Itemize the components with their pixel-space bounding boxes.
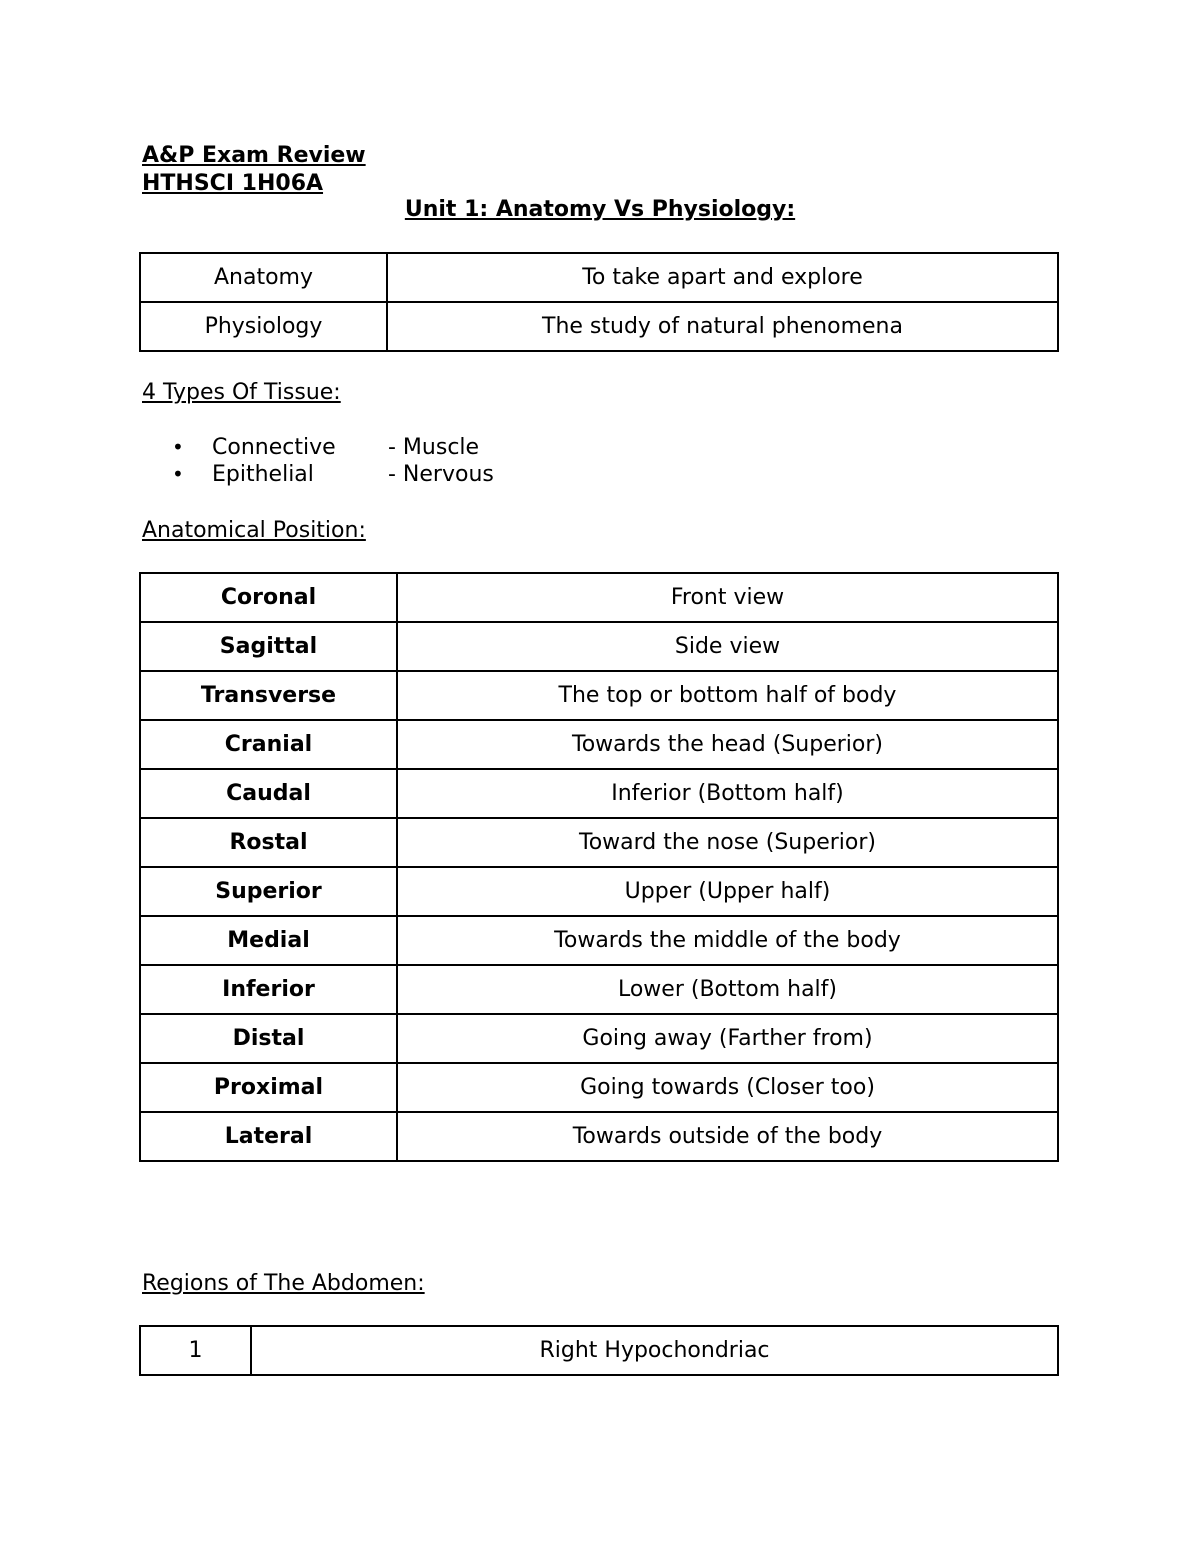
anatomical-position-heading: Anatomical Position:	[142, 518, 366, 543]
tissue-type-left: Connective	[212, 435, 336, 460]
term-cell: Distal	[140, 1014, 397, 1063]
term-cell: Inferior	[140, 965, 397, 1014]
unit-heading: Unit 1: Anatomy Vs Physiology:	[404, 197, 796, 222]
bullet-icon: •	[172, 435, 184, 459]
definition-cell: To take apart and explore	[387, 253, 1058, 302]
tissue-type-right: - Muscle	[388, 435, 480, 460]
table-row	[140, 302, 1058, 351]
definition-cell: Toward the nose (Superior)	[397, 818, 1058, 867]
table-row	[140, 965, 1058, 1014]
term-cell: Superior	[140, 867, 397, 916]
definitions-table	[139, 252, 1059, 352]
term-cell: Caudal	[140, 769, 397, 818]
table-row	[140, 1112, 1058, 1161]
term-cell: Lateral	[140, 1112, 397, 1161]
term-cell: Transverse	[140, 671, 397, 720]
definition-cell: Going towards (Closer too)	[397, 1063, 1058, 1112]
table-row	[140, 1014, 1058, 1063]
term-cell: Coronal	[140, 573, 397, 622]
definition-cell: Going away (Farther from)	[397, 1014, 1058, 1063]
anatomical-position-table	[139, 572, 1059, 1162]
tissue-type-left: Epithelial	[212, 462, 314, 487]
table-row	[140, 720, 1058, 769]
table-row	[140, 573, 1058, 622]
definition-cell: Towards the middle of the body	[397, 916, 1058, 965]
definition-cell: Towards outside of the body	[397, 1112, 1058, 1161]
definition-cell: The study of natural phenomena	[387, 302, 1058, 351]
document-title: A&P Exam Review	[142, 143, 366, 168]
table-row	[140, 622, 1058, 671]
term-cell: Proximal	[140, 1063, 397, 1112]
definition-cell: The top or bottom half of body	[397, 671, 1058, 720]
definition-cell: Upper (Upper half)	[397, 867, 1058, 916]
table-row	[140, 1063, 1058, 1112]
definition-cell: Side view	[397, 622, 1058, 671]
course-code: HTHSCI 1H06A	[142, 171, 324, 196]
table-row	[140, 867, 1058, 916]
table-row	[140, 818, 1058, 867]
region-number-cell: 1	[140, 1326, 251, 1375]
tissue-types-heading: 4 Types Of Tissue:	[142, 380, 341, 405]
bullet-icon: •	[172, 462, 184, 486]
abdomen-regions-table	[139, 1325, 1059, 1376]
abdomen-regions-heading: Regions of The Abdomen:	[142, 1271, 425, 1296]
table-row	[140, 769, 1058, 818]
definition-cell: Inferior (Bottom half)	[397, 769, 1058, 818]
term-cell: Cranial	[140, 720, 397, 769]
term-cell: Sagittal	[140, 622, 397, 671]
table-row	[140, 253, 1058, 302]
term-cell: Physiology	[140, 302, 387, 351]
table-row	[140, 916, 1058, 965]
definition-cell: Lower (Bottom half)	[397, 965, 1058, 1014]
table-row	[140, 1326, 1058, 1375]
term-cell: Medial	[140, 916, 397, 965]
region-name-cell: Right Hypochondriac	[251, 1326, 1058, 1375]
term-cell: Anatomy	[140, 253, 387, 302]
term-cell: Rostal	[140, 818, 397, 867]
definition-cell: Front view	[397, 573, 1058, 622]
tissue-type-right: - Nervous	[388, 462, 494, 487]
definition-cell: Towards the head (Superior)	[397, 720, 1058, 769]
table-row	[140, 671, 1058, 720]
